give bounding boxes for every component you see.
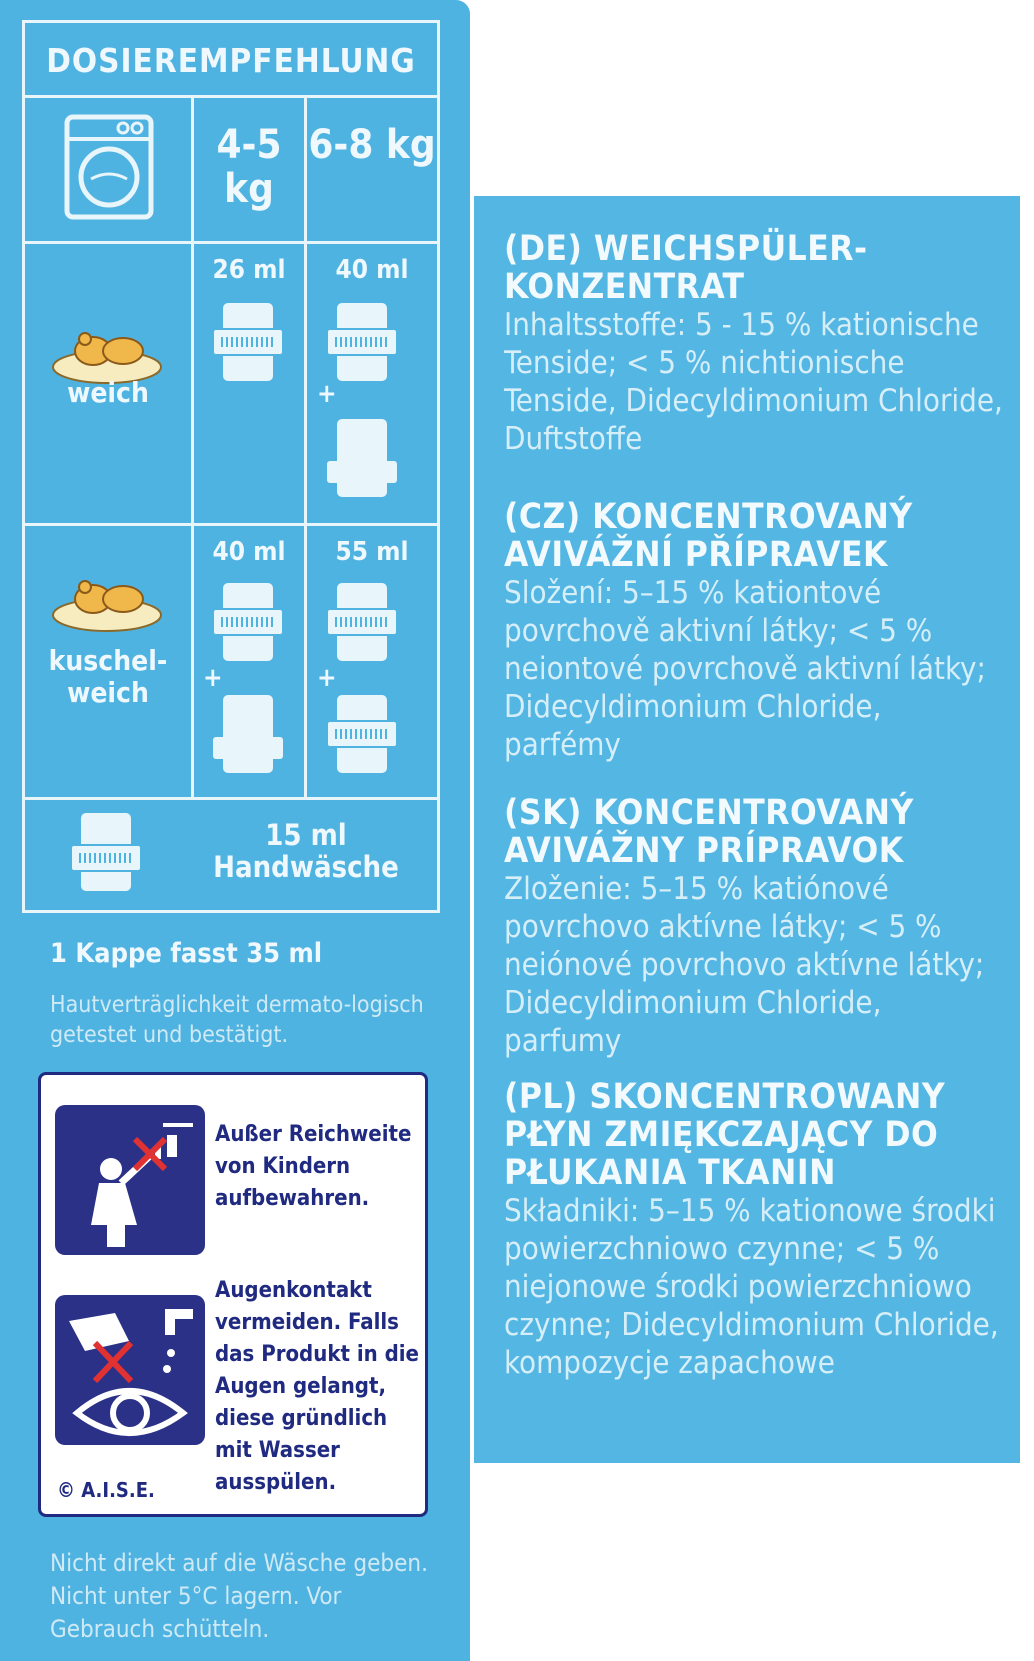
cap-icon xyxy=(69,809,143,895)
ingredients-title: (SK) KONCENTROVANÝ AVIVÁŽNY PRÍPRAVOK xyxy=(504,793,914,871)
load-6-8kg: 6-8 kg xyxy=(308,122,436,168)
grid-line xyxy=(304,95,307,800)
skin-note: Hautverträglichkeit dermato-logisch getestet und bestätigt. xyxy=(50,992,424,1048)
ingredients-title: (CZ) KONCENTROVANÝ AVIVÁŽNÍ PŘÍPRAVEK xyxy=(504,497,913,575)
hand-wash-label: Handwäsche xyxy=(213,850,399,884)
aise-copyright: © A.I.S.E. xyxy=(57,1478,155,1502)
row-label-kuschelweich-a: kuschel- xyxy=(48,644,168,677)
eye-warning-icon xyxy=(55,1295,205,1445)
cap-icon xyxy=(325,299,399,385)
hand-wash-amount: 15 ml xyxy=(265,818,347,852)
warning-eyes-text: Augenkontakt vermeiden. Falls das Produkt in die Augen gelangt, diese gründlich mit Wasser ausspülen. xyxy=(215,1278,419,1495)
ingredients-body: Składniki: 5–15 % kationowe środki powierzchniowo czynne; < 5 % niejonowe środki powierzchniowo czynne; Didecyldimonium Chloride, kompozycje zapachowe xyxy=(504,1193,999,1381)
grid-line xyxy=(25,797,437,800)
child-warning-icon xyxy=(55,1105,205,1255)
plus-sign: + xyxy=(203,663,223,693)
ingredients-de xyxy=(504,230,1004,458)
grid-line xyxy=(191,95,194,800)
ingredients-sk xyxy=(504,794,1004,1060)
cap-icon xyxy=(325,415,399,501)
load-4-5kg: 4-5 kg xyxy=(216,122,282,212)
cap-icon xyxy=(211,579,285,665)
warning-children-text: Außer Reichweite von Kindern aufbewahren. xyxy=(215,1122,412,1211)
ingredients-body: Složení: 5–15 % kationtové povrchově aktivní látky; < 5 % neiontové povrchově aktivní látky; Didecyldimonium Chloride, parfémy xyxy=(504,575,986,763)
cap-icon xyxy=(325,579,399,665)
ingredients-body: Zloženie: 5–15 % katiónové povrchovo aktívne látky; < 5 % neiónové povrchovo aktívne látky; Didecyldimonium Chloride, parfumy xyxy=(504,871,985,1059)
ingredients-body: Inhaltsstoffe: 5 - 15 % kationische Tenside; < 5 % nichtionische Tenside, Didecyldimonium Chloride, Duftstoffe xyxy=(504,307,1003,457)
dose-weich-4-5: 26 ml xyxy=(212,255,286,285)
ingredients-cz xyxy=(504,498,1004,764)
dosage-table xyxy=(22,20,440,913)
teddy-icon xyxy=(49,569,165,635)
warning-box xyxy=(38,1072,428,1517)
ingredients-panel xyxy=(474,196,1020,1463)
cap-icon xyxy=(325,691,399,777)
washing-machine-icon xyxy=(63,113,155,223)
dose-kuschel-6-8: 55 ml xyxy=(335,537,409,567)
dose-kuschel-4-5: 40 ml xyxy=(212,537,286,567)
dosage-title: DOSIEREMPFEHLUNG xyxy=(25,23,437,98)
ingredients-pl xyxy=(504,1078,1004,1382)
cap-icon xyxy=(211,299,285,385)
grid-line xyxy=(25,241,437,244)
plus-sign: + xyxy=(317,663,337,693)
row-label-weich: weich xyxy=(67,376,149,409)
left-panel xyxy=(0,0,470,1661)
plus-sign: + xyxy=(317,379,337,409)
row-label-kuschelweich-b: weich xyxy=(67,676,149,709)
ingredients-title: (DE) WEICHSPÜLER-KONZENTRAT xyxy=(504,229,868,307)
storage-note: Nicht direkt auf die Wäsche geben. Nicht unter 5°C lagern. Vor Gebrauch schütteln. xyxy=(50,1549,428,1643)
cap-icon xyxy=(211,691,285,777)
grid-line xyxy=(25,523,437,526)
dose-weich-6-8: 40 ml xyxy=(335,255,409,285)
cap-note: 1 Kappe fasst 35 ml xyxy=(50,938,323,969)
ingredients-title: (PL) SKONCENTROWANY PŁYN ZMIĘKCZAJĄCY DO PŁUKANIA TKANIN xyxy=(504,1077,946,1193)
